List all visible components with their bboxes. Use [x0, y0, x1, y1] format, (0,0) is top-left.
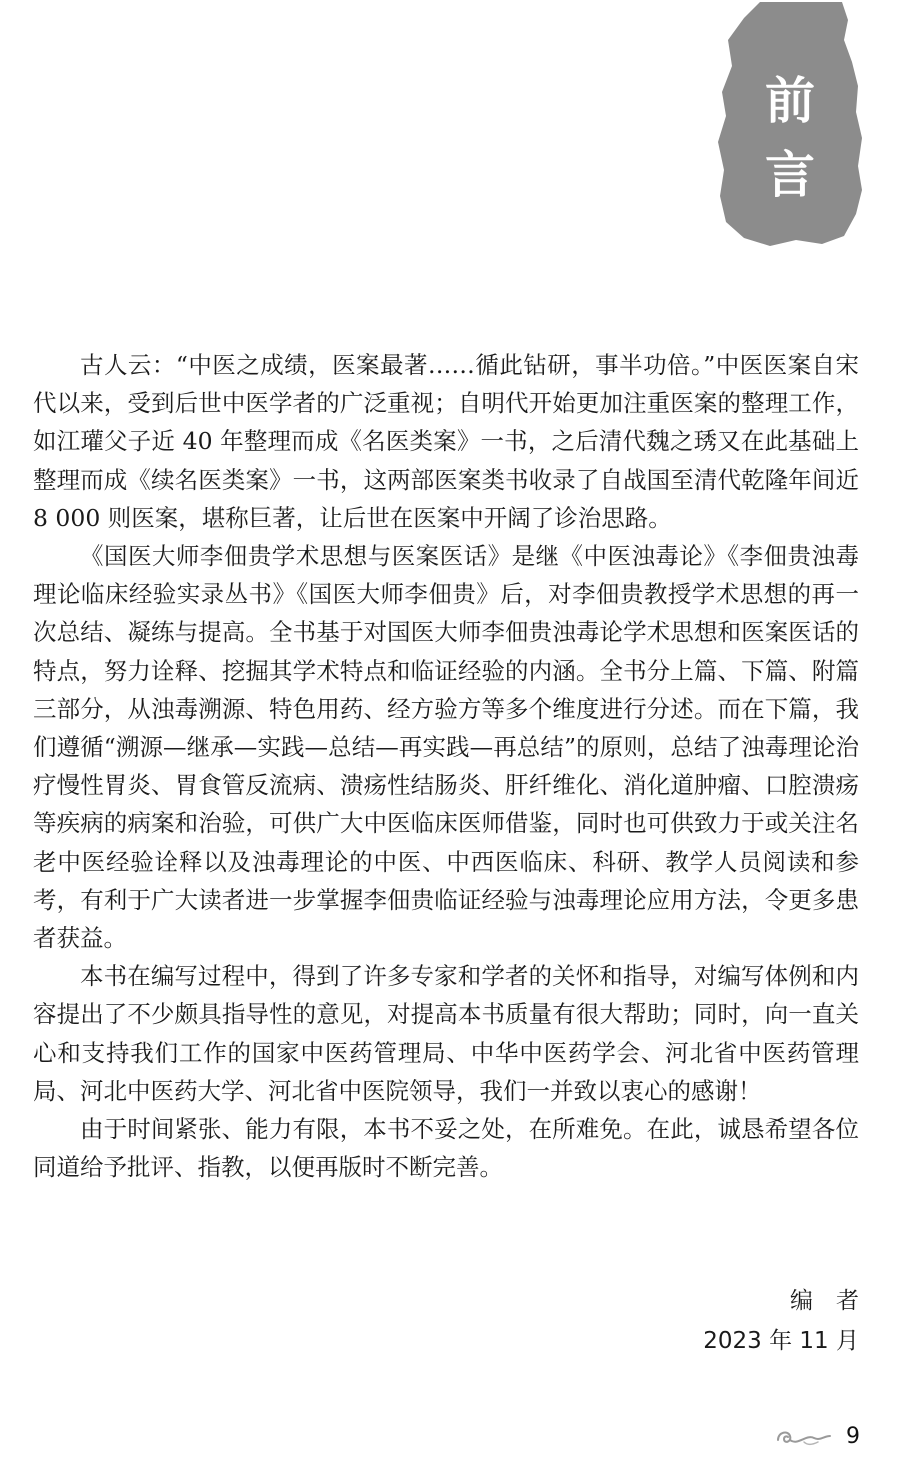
paragraph-1: 古人云：“中医之成绩，医案最著……循此钻研，事半功倍。”中医医案自宋代以来，受到后世中医学者的广泛重视；自明代开始更加注重医案的整理工作，如江瓘父子近 40 年整理而成《名医类案》一书，之后清代魏之琇又在此基础上整理而成《续名医类案》一书，这两部医案类书收录了自战国至清代乾隆年间近 8 000 则医案，堪称巨著，让后世在医案中开阔了诊治思路。	[33, 351, 859, 532]
cloud-ornament-icon	[774, 1424, 836, 1448]
signature-author: 编 者	[790, 1288, 859, 1314]
page-footer	[774, 1418, 860, 1454]
preface-body	[33, 346, 859, 1186]
badge-char-yan: 言	[765, 146, 815, 204]
badge-char-qian: 前	[765, 72, 815, 130]
page-number: 9	[846, 1423, 860, 1449]
paragraph-3: 本书在编写过程中，得到了许多专家和学者的关怀和指导，对编写体例和内容提出了不少颇具指导性的意见，对提高本书质量有很大帮助；同时，向一直关心和支持我们工作的国家中医药管理局、中华中医药学会、河北省中医药管理局、河北中医药大学、河北省中医院领导，我们一并致以衷心的感谢！	[33, 962, 859, 1105]
preface-title-badge	[716, 0, 864, 248]
paragraph-4: 由于时间紧张、能力有限，本书不妥之处，在所难免。在此，诚恳希望各位同道给予批评、指教，以便再版时不断完善。	[33, 1115, 859, 1182]
paragraph-2: 《国医大师李佃贵学术思想与医案医话》是继《中医浊毒论》《李佃贵浊毒理论临床经验实录丛书》《国医大师李佃贵》后，对李佃贵教授学术思想的再一次总结、凝练与提高。全书基于对国医大师李佃贵浊毒论学术思想和医案医话的特点，努力诠释、挖掘其学术特点和临证经验的内涵。全书分上篇、下篇、附篇三部分，从浊毒溯源、特色用药、经方验方等多个维度进行分述。而在下篇，我们遵循“溯源—继承—实践—总结—再实践—再总结”的原则，总结了浊毒理论治疗慢性胃炎、胃食管反流病、溃疡性结肠炎、肝纤维化、消化道肿瘤、口腔溃疡等疾病的病案和治验，可供广大中医临床医师借鉴，同时也可供致力于或关注名老中医经验诠释以及浊毒理论的中医、中西医临床、科研、教学人员阅读和参考，有利于广大读者进一步掌握李佃贵临证经验与浊毒理论应用方法，令更多患者获益。	[33, 542, 859, 953]
signature-date: 2023 年 11 月	[703, 1328, 859, 1354]
